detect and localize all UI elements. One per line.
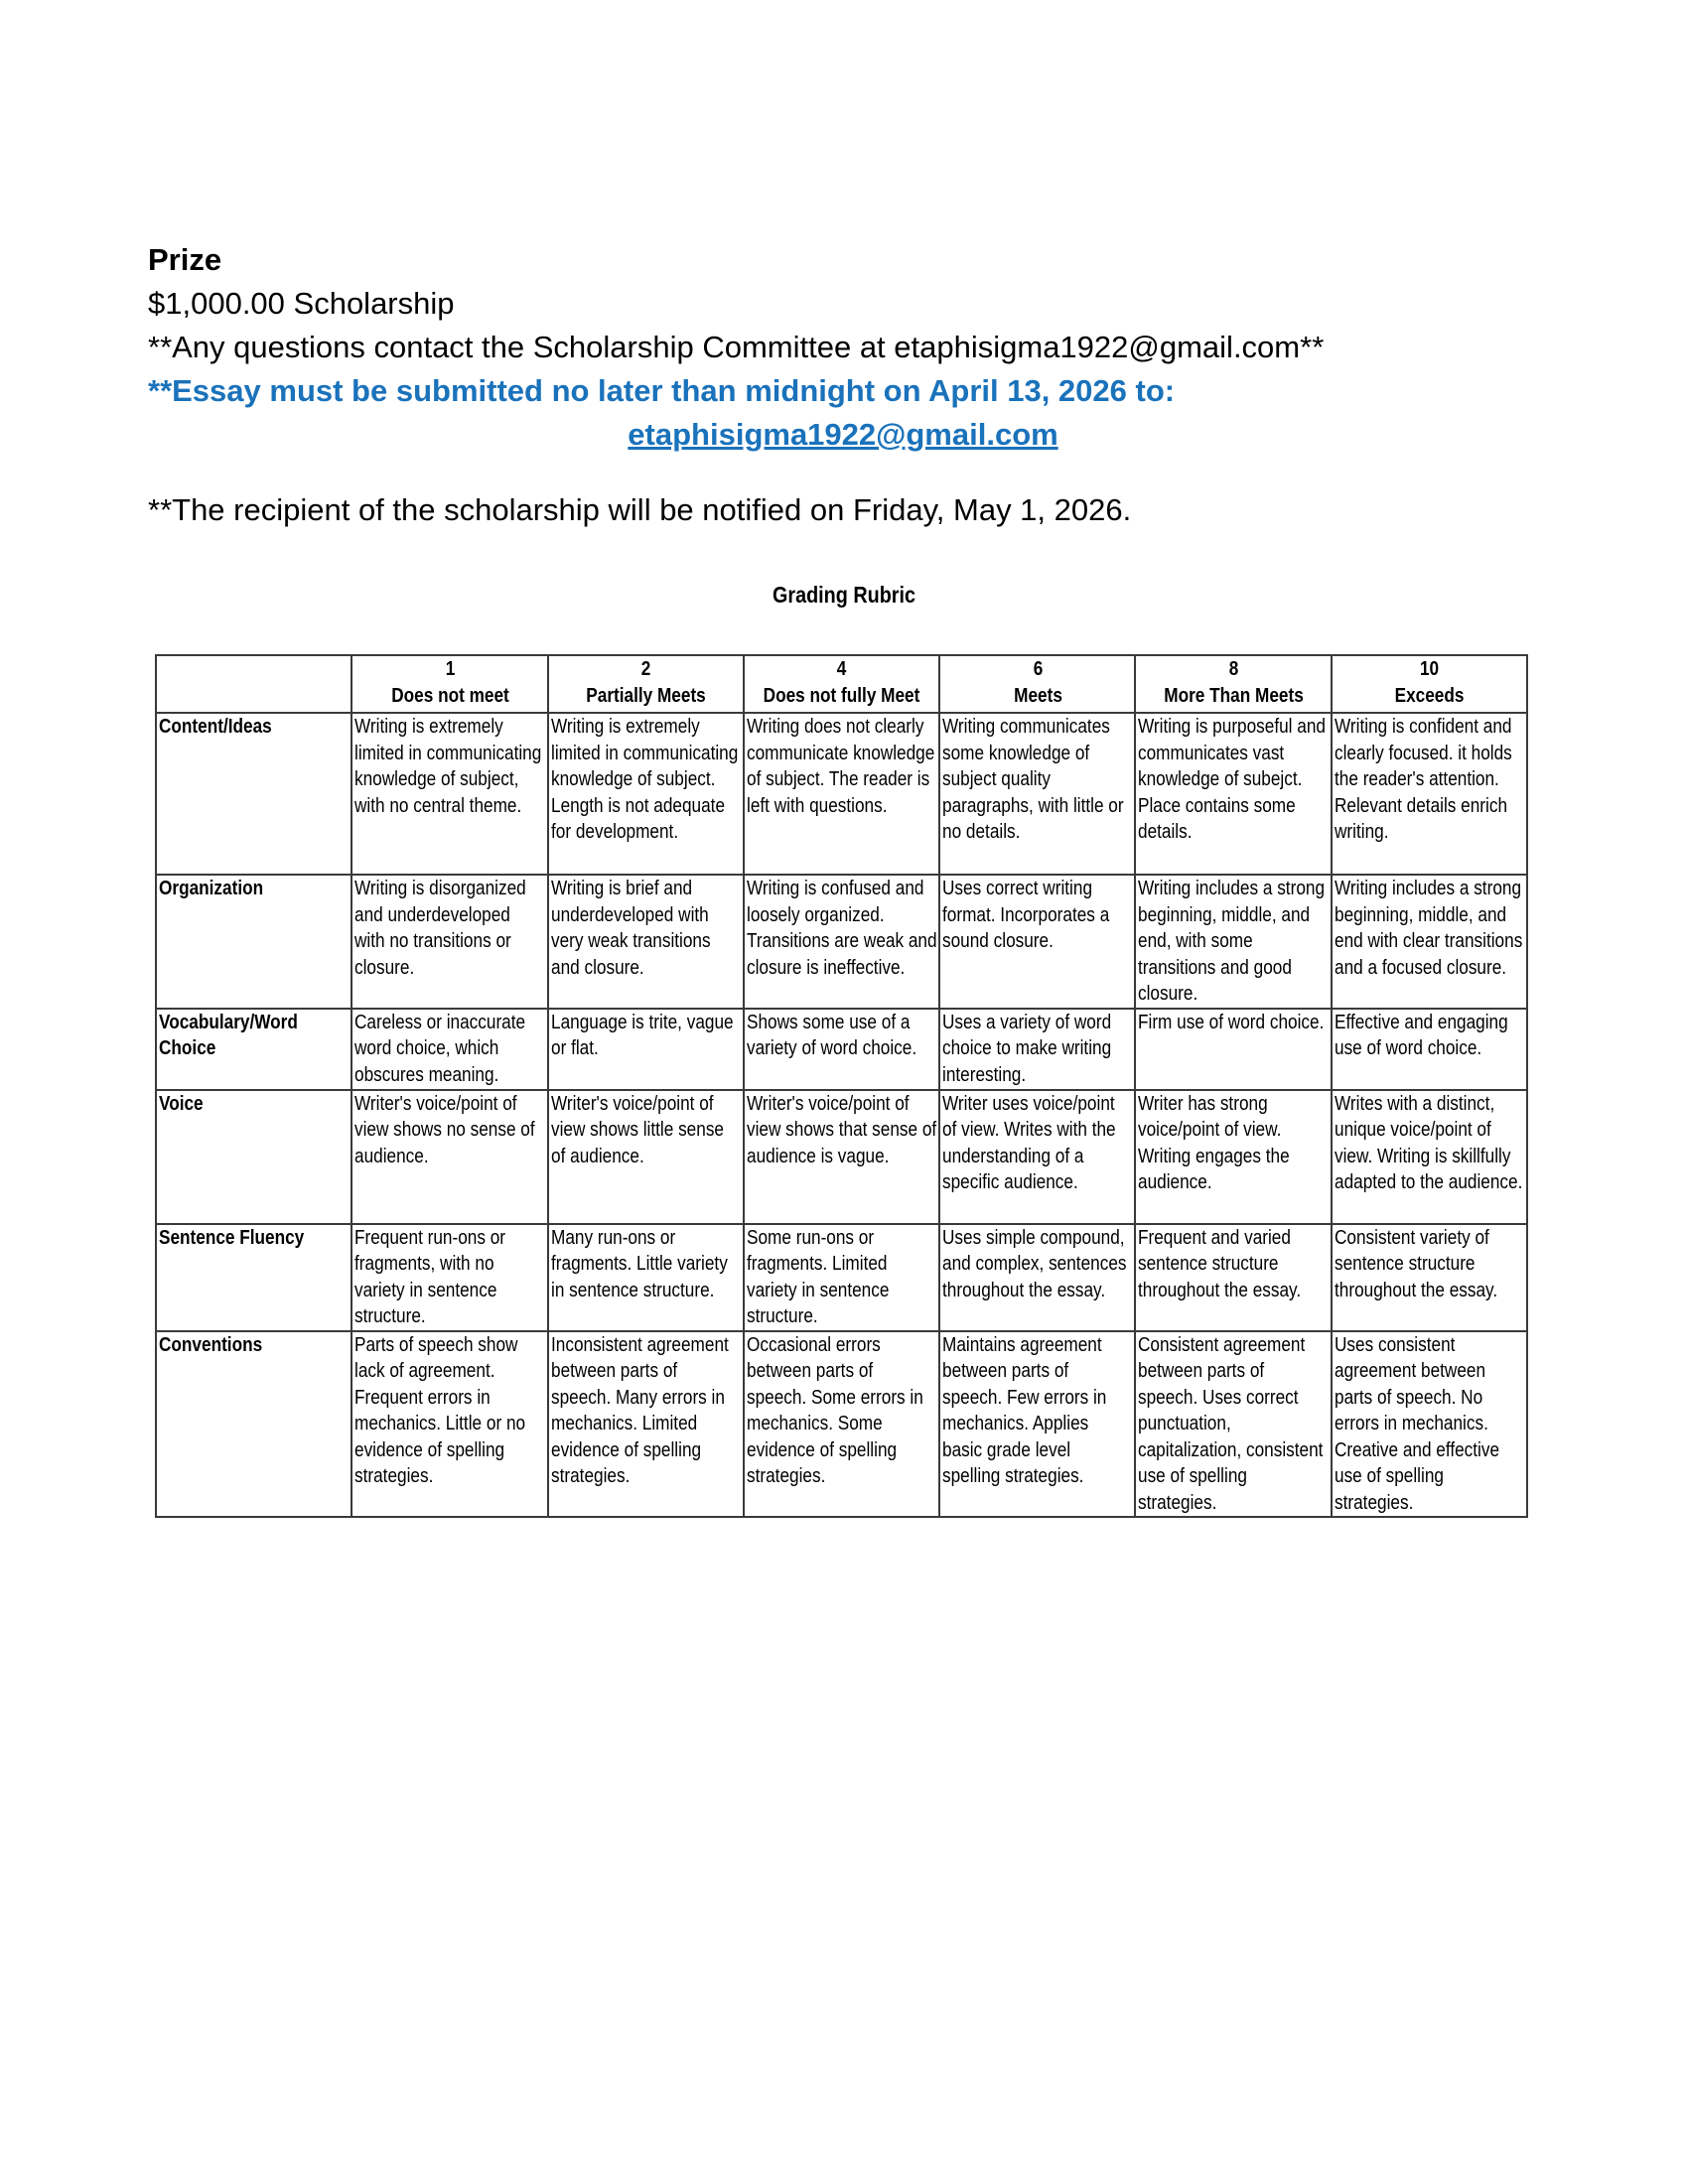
rubric-cell: Writing is extremely limited in communicating knowledge of subject, with no central theme. <box>352 713 547 875</box>
rubric-row-content-ideas <box>156 713 1527 875</box>
score-label: More Than Meets <box>1164 684 1304 707</box>
rubric-row-vocabulary <box>156 1009 1527 1090</box>
rubric-cell: Frequent and varied sentence structure throughout the essay. <box>1135 1224 1331 1331</box>
rubric-column-header <box>548 655 744 713</box>
rubric-column-header <box>939 655 1135 713</box>
rubric-column-header <box>1135 655 1331 713</box>
score-value: 2 <box>640 658 651 680</box>
rubric-cell: Many run-ons or fragments. Little variety in sentence structure. <box>548 1224 744 1331</box>
rubric-column-header <box>744 655 939 713</box>
score-label: Exceeds <box>1394 684 1465 707</box>
rubric-row-sentence-fluency <box>156 1224 1527 1331</box>
rubric-cell: Writing communicates some knowledge of subject quality paragraphs, with little or no details. <box>939 713 1135 875</box>
rubric-cell: Some run-ons or fragments. Limited variety in sentence structure. <box>744 1224 939 1331</box>
rubric-cell: Writing is confident and clearly focused. it holds the reader's attention. Relevant details enrich writing. <box>1332 713 1527 875</box>
rubric-cell: Writing includes a strong beginning, middle, and end, with some transitions and good closure. <box>1135 875 1331 1009</box>
header-block <box>148 238 1538 532</box>
rubric-cell: Uses consistent agreement between parts of speech. No errors in mechanics. Creative and effective use of spelling strategies. <box>1332 1331 1527 1518</box>
rubric-cell: Writer has strong voice/point of view. Writing engages the audience. <box>1135 1090 1331 1224</box>
rubric-cell: Writer uses voice/point of view. Writes with the understanding of a specific audience. <box>939 1090 1135 1224</box>
rubric-cell: Writing is confused and loosely organized. Transitions are weak and closure is ineffective. <box>744 875 939 1009</box>
rubric-category-cell: Organization <box>156 875 352 1009</box>
notification-note: **The recipient of the scholarship will be notified on Friday, May 1, 2026. <box>148 492 1132 527</box>
score-value: 4 <box>837 658 847 680</box>
rubric-cell: Writing is extremely limited in communicating knowledge of subject. Length is not adequate for development. <box>548 713 744 875</box>
rubric-cell: Writing includes a strong beginning, middle, and end with clear transitions and a focused closure. <box>1332 875 1527 1009</box>
rubric-cell: Writing does not clearly communicate knowledge of subject. The reader is left with questions. <box>744 713 939 875</box>
grading-rubric-table <box>155 654 1528 1518</box>
rubric-cell: Uses simple compound, and complex, sentences throughout the essay. <box>939 1224 1135 1331</box>
rubric-cell: Writing is disorganized and underdeveloped with no transitions or closure. <box>352 875 547 1009</box>
rubric-cell: Firm use of word choice. <box>1135 1009 1331 1090</box>
rubric-cell: Writer's voice/point of view shows little sense of audience. <box>548 1090 744 1224</box>
rubric-header-row <box>156 655 1527 713</box>
score-label: Meets <box>1013 684 1062 707</box>
rubric-cell: Writing is purposeful and communicates vast knowledge of subejct. Place contains some details. <box>1135 713 1331 875</box>
score-label: Does not fully Meet <box>764 684 920 707</box>
rubric-corner-cell <box>156 655 352 713</box>
rubric-cell: Writing is brief and underdeveloped with very weak transitions and closure. <box>548 875 744 1009</box>
rubric-cell: Frequent run-ons or fragments, with no variety in sentence structure. <box>352 1224 547 1331</box>
rubric-column-header <box>352 655 547 713</box>
rubric-cell: Uses a variety of word choice to make writing interesting. <box>939 1009 1135 1090</box>
score-value: 6 <box>1033 658 1044 680</box>
rubric-category-cell: Voice <box>156 1090 352 1224</box>
rubric-cell: Writer's voice/point of view shows that sense of audience is vague. <box>744 1090 939 1224</box>
rubric-cell: Consistent variety of sentence structure throughout the essay. <box>1332 1224 1527 1331</box>
rubric-row-voice <box>156 1090 1527 1224</box>
scholarship-amount: $1,000.00 Scholarship <box>148 286 455 321</box>
rubric-cell: Maintains agreement between parts of speech. Few errors in mechanics. Applies basic grade level spelling strategies. <box>939 1331 1135 1518</box>
score-value: 8 <box>1228 658 1239 680</box>
rubric-cell: Writes with a distinct, unique voice/point of view. Writing is skillfully adapted to the audience. <box>1332 1090 1527 1224</box>
rubric-cell: Careless or inaccurate word choice, which obscures meaning. <box>352 1009 547 1090</box>
score-value: 10 <box>1420 658 1440 680</box>
rubric-cell: Effective and engaging use of word choice. <box>1332 1009 1527 1090</box>
rubric-row-organization <box>156 875 1527 1009</box>
prize-heading: Prize <box>148 242 222 277</box>
rubric-title: Grading Rubric <box>773 582 915 608</box>
rubric-cell: Language is trite, vague or flat. <box>548 1009 744 1090</box>
rubric-category-cell: Sentence Fluency <box>156 1224 352 1331</box>
score-label: Partially Meets <box>586 684 706 707</box>
rubric-cell: Consistent agreement between parts of speech. Uses correct punctuation, capitalization, consistent use of spelling strategies. <box>1135 1331 1331 1518</box>
rubric-cell: Parts of speech show lack of agreement. Frequent errors in mechanics. Little or no evidence of spelling strategies. <box>352 1331 547 1518</box>
contact-note: **Any questions contact the Scholarship Committee at etaphisigma1922@gmail.com** <box>148 330 1325 364</box>
rubric-cell: Writer's voice/point of view shows no sense of audience. <box>352 1090 547 1224</box>
rubric-category-cell: Conventions <box>156 1331 352 1518</box>
rubric-category-cell: Vocabulary/Word Choice <box>156 1009 352 1090</box>
deadline-note: **Essay must be submitted no later than midnight on April 13, 2026 to: <box>148 373 1176 408</box>
submission-email-link[interactable]: etaphisigma1922@gmail.com <box>628 417 1058 452</box>
rubric-row-conventions <box>156 1331 1527 1518</box>
rubric-cell: Shows some use of a variety of word choice. <box>744 1009 939 1090</box>
email-line <box>148 413 1538 457</box>
rubric-cell: Occasional errors between parts of speech. Some errors in mechanics. Some evidence of spelling strategies. <box>744 1331 939 1518</box>
rubric-category-cell: Content/Ideas <box>156 713 352 875</box>
rubric-cell: Uses correct writing format. Incorporates a sound closure. <box>939 875 1135 1009</box>
rubric-cell: Inconsistent agreement between parts of speech. Many errors in mechanics. Limited evidence of spelling strategies. <box>548 1331 744 1518</box>
rubric-column-header <box>1332 655 1527 713</box>
score-value: 1 <box>445 658 456 680</box>
score-label: Does not meet <box>391 684 509 707</box>
